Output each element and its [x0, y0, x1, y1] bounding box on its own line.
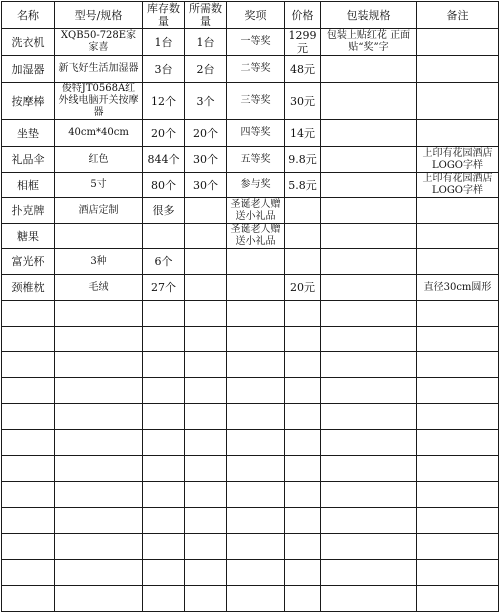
cell-needed: 30个: [185, 147, 227, 173]
cell-price: 30元: [285, 83, 321, 120]
cell-stock: [143, 430, 185, 456]
cell-note: [417, 301, 499, 327]
cell-name: 扑克牌: [2, 198, 55, 224]
cell-award: 圣诞老人赠送小礼品: [227, 198, 285, 224]
cell-packaging: [321, 482, 417, 508]
cell-note: [417, 83, 499, 120]
cell-award: [227, 275, 285, 301]
cell-needed: 2台: [185, 56, 227, 83]
cell-name: [2, 352, 55, 378]
cell-note: 上印有花园酒店LOGO字样: [417, 147, 499, 173]
cell-needed: [185, 352, 227, 378]
cell-stock: [143, 352, 185, 378]
cell-needed: [185, 482, 227, 508]
table-row: [2, 120, 499, 147]
cell-name: 洗衣机: [2, 29, 55, 56]
cell-packaging: [321, 224, 417, 249]
cell-stock: [143, 327, 185, 352]
cell-price: [285, 560, 321, 586]
cell-stock: [143, 404, 185, 430]
cell-price: [285, 456, 321, 482]
table-row: [2, 327, 499, 352]
cell-name: 加湿器: [2, 56, 55, 83]
cell-price: [285, 301, 321, 327]
cell-price: [285, 508, 321, 534]
cell-stock: 27个: [143, 275, 185, 301]
cell-packaging: [321, 456, 417, 482]
cell-packaging: [321, 198, 417, 224]
cell-note: [417, 249, 499, 275]
cell-packaging: [321, 430, 417, 456]
table-row: [2, 586, 499, 612]
cell-packaging: [321, 560, 417, 586]
cell-note: [417, 327, 499, 352]
cell-model: [55, 378, 143, 404]
header-needed: 所需数量: [185, 2, 227, 29]
cell-packaging: [321, 352, 417, 378]
header-row: [2, 2, 499, 29]
cell-award: [227, 249, 285, 275]
table-row: [2, 83, 499, 120]
prize-inventory-table: [1, 1, 499, 612]
cell-award: [227, 378, 285, 404]
cell-packaging: 包装上贴红花 正面贴“奖”字: [321, 29, 417, 56]
cell-note: [417, 378, 499, 404]
cell-award: 参与奖: [227, 173, 285, 198]
cell-stock: 20个: [143, 120, 185, 147]
table-row: [2, 508, 499, 534]
cell-award: [227, 534, 285, 560]
cell-award: [227, 456, 285, 482]
cell-model: 酒店定制: [55, 198, 143, 224]
cell-note: [417, 430, 499, 456]
cell-needed: [185, 430, 227, 456]
cell-price: [285, 327, 321, 352]
cell-name: 礼品伞: [2, 147, 55, 173]
cell-price: [285, 430, 321, 456]
cell-model: [55, 482, 143, 508]
cell-needed: [185, 560, 227, 586]
cell-award: [227, 430, 285, 456]
cell-award: 一等奖: [227, 29, 285, 56]
cell-price: [285, 198, 321, 224]
table-row: [2, 482, 499, 508]
cell-award: [227, 327, 285, 352]
cell-model: [55, 224, 143, 249]
table-row: [2, 147, 499, 173]
cell-price: [285, 378, 321, 404]
cell-packaging: [321, 404, 417, 430]
cell-packaging: [321, 120, 417, 147]
table-row: [2, 456, 499, 482]
table-row: [2, 29, 499, 56]
cell-packaging: [321, 534, 417, 560]
cell-needed: 3个: [185, 83, 227, 120]
cell-name: [2, 534, 55, 560]
header-price: 价格: [285, 2, 321, 29]
cell-model: 红色: [55, 147, 143, 173]
cell-needed: [185, 301, 227, 327]
cell-needed: 20个: [185, 120, 227, 147]
cell-price: 9.8元: [285, 147, 321, 173]
cell-needed: [185, 327, 227, 352]
cell-model: [55, 430, 143, 456]
cell-stock: 1台: [143, 29, 185, 56]
cell-price: [285, 534, 321, 560]
cell-model: [55, 586, 143, 612]
cell-note: [417, 198, 499, 224]
cell-model: 3种: [55, 249, 143, 275]
cell-note: [417, 456, 499, 482]
cell-needed: [185, 534, 227, 560]
cell-stock: [143, 378, 185, 404]
cell-stock: 844个: [143, 147, 185, 173]
table-row: [2, 249, 499, 275]
cell-model: [55, 560, 143, 586]
cell-name: [2, 586, 55, 612]
cell-name: [2, 327, 55, 352]
cell-packaging: [321, 301, 417, 327]
cell-price: 1299元: [285, 29, 321, 56]
cell-note: [417, 560, 499, 586]
cell-name: [2, 430, 55, 456]
header-note: 备注: [417, 2, 499, 29]
cell-note: [417, 352, 499, 378]
cell-needed: [185, 378, 227, 404]
table-body: [2, 29, 499, 612]
cell-price: [285, 482, 321, 508]
table-row: [2, 198, 499, 224]
cell-name: [2, 404, 55, 430]
cell-note: 直径30cm圆形: [417, 275, 499, 301]
cell-packaging: [321, 586, 417, 612]
cell-model: [55, 352, 143, 378]
cell-stock: [143, 301, 185, 327]
cell-name: 颈椎枕: [2, 275, 55, 301]
table-row: [2, 352, 499, 378]
cell-packaging: [321, 173, 417, 198]
cell-note: [417, 534, 499, 560]
cell-needed: [185, 508, 227, 534]
header-award: 奖项: [227, 2, 285, 29]
cell-packaging: [321, 378, 417, 404]
cell-name: [2, 508, 55, 534]
cell-award: 五等奖: [227, 147, 285, 173]
cell-name: [2, 301, 55, 327]
cell-needed: [185, 224, 227, 249]
cell-model: [55, 404, 143, 430]
cell-award: 圣诞老人赠送小礼品: [227, 224, 285, 249]
cell-note: [417, 404, 499, 430]
cell-note: [417, 120, 499, 147]
cell-stock: [143, 224, 185, 249]
cell-award: [227, 482, 285, 508]
cell-price: 5.8元: [285, 173, 321, 198]
table-row: [2, 378, 499, 404]
cell-name: 富光杯: [2, 249, 55, 275]
cell-model: 新飞好生活加湿器: [55, 56, 143, 83]
cell-model: 俊特JT0568A红外线电脑开关按摩器: [55, 83, 143, 120]
cell-model: [55, 301, 143, 327]
table-row: [2, 56, 499, 83]
cell-name: [2, 482, 55, 508]
cell-note: [417, 56, 499, 83]
cell-name: [2, 378, 55, 404]
cell-needed: 1台: [185, 29, 227, 56]
cell-stock: [143, 560, 185, 586]
cell-stock: 6个: [143, 249, 185, 275]
table-row: [2, 173, 499, 198]
cell-name: 坐垫: [2, 120, 55, 147]
cell-price: [285, 224, 321, 249]
cell-model: 40cm*40cm: [55, 120, 143, 147]
cell-price: 20元: [285, 275, 321, 301]
table-row: [2, 430, 499, 456]
cell-price: 48元: [285, 56, 321, 83]
cell-name: 按摩棒: [2, 83, 55, 120]
cell-packaging: [321, 249, 417, 275]
cell-award: [227, 586, 285, 612]
header-model: 型号/规格: [55, 2, 143, 29]
cell-award: [227, 301, 285, 327]
cell-award: [227, 508, 285, 534]
cell-stock: [143, 534, 185, 560]
cell-model: [55, 508, 143, 534]
cell-price: 14元: [285, 120, 321, 147]
cell-name: 糖果: [2, 224, 55, 249]
cell-needed: [185, 249, 227, 275]
table-row: [2, 224, 499, 249]
table-row: [2, 560, 499, 586]
cell-name: [2, 456, 55, 482]
table-row: [2, 275, 499, 301]
cell-name: 相框: [2, 173, 55, 198]
table-row: [2, 534, 499, 560]
header-stock: 库存数量: [143, 2, 185, 29]
header-name: 名称: [2, 2, 55, 29]
cell-model: [55, 327, 143, 352]
cell-award: 三等奖: [227, 83, 285, 120]
cell-stock: [143, 482, 185, 508]
cell-stock: 很多: [143, 198, 185, 224]
cell-model: [55, 534, 143, 560]
cell-needed: [185, 275, 227, 301]
table-row: [2, 301, 499, 327]
cell-packaging: [321, 147, 417, 173]
cell-model: 5寸: [55, 173, 143, 198]
header-packaging: 包装规格: [321, 2, 417, 29]
cell-note: [417, 224, 499, 249]
cell-needed: [185, 198, 227, 224]
cell-stock: 3台: [143, 56, 185, 83]
cell-stock: 12个: [143, 83, 185, 120]
table-row: [2, 404, 499, 430]
cell-stock: 80个: [143, 173, 185, 198]
cell-note: [417, 29, 499, 56]
cell-packaging: [321, 327, 417, 352]
cell-needed: 30个: [185, 173, 227, 198]
cell-needed: [185, 456, 227, 482]
cell-stock: [143, 456, 185, 482]
cell-note: [417, 508, 499, 534]
cell-award: [227, 560, 285, 586]
cell-needed: [185, 586, 227, 612]
cell-stock: [143, 586, 185, 612]
cell-stock: [143, 508, 185, 534]
cell-packaging: [321, 508, 417, 534]
cell-needed: [185, 404, 227, 430]
cell-name: [2, 560, 55, 586]
cell-award: 四等奖: [227, 120, 285, 147]
cell-note: [417, 482, 499, 508]
cell-note: 上印有花园酒店LOGO字样: [417, 173, 499, 198]
cell-price: [285, 352, 321, 378]
cell-packaging: [321, 56, 417, 83]
cell-model: XQB50-728E家家喜: [55, 29, 143, 56]
cell-packaging: [321, 275, 417, 301]
cell-price: [285, 586, 321, 612]
cell-award: [227, 352, 285, 378]
cell-award: [227, 404, 285, 430]
cell-price: [285, 404, 321, 430]
cell-price: [285, 249, 321, 275]
cell-packaging: [321, 83, 417, 120]
cell-note: [417, 586, 499, 612]
cell-model: [55, 456, 143, 482]
cell-award: 二等奖: [227, 56, 285, 83]
cell-model: 毛绒: [55, 275, 143, 301]
